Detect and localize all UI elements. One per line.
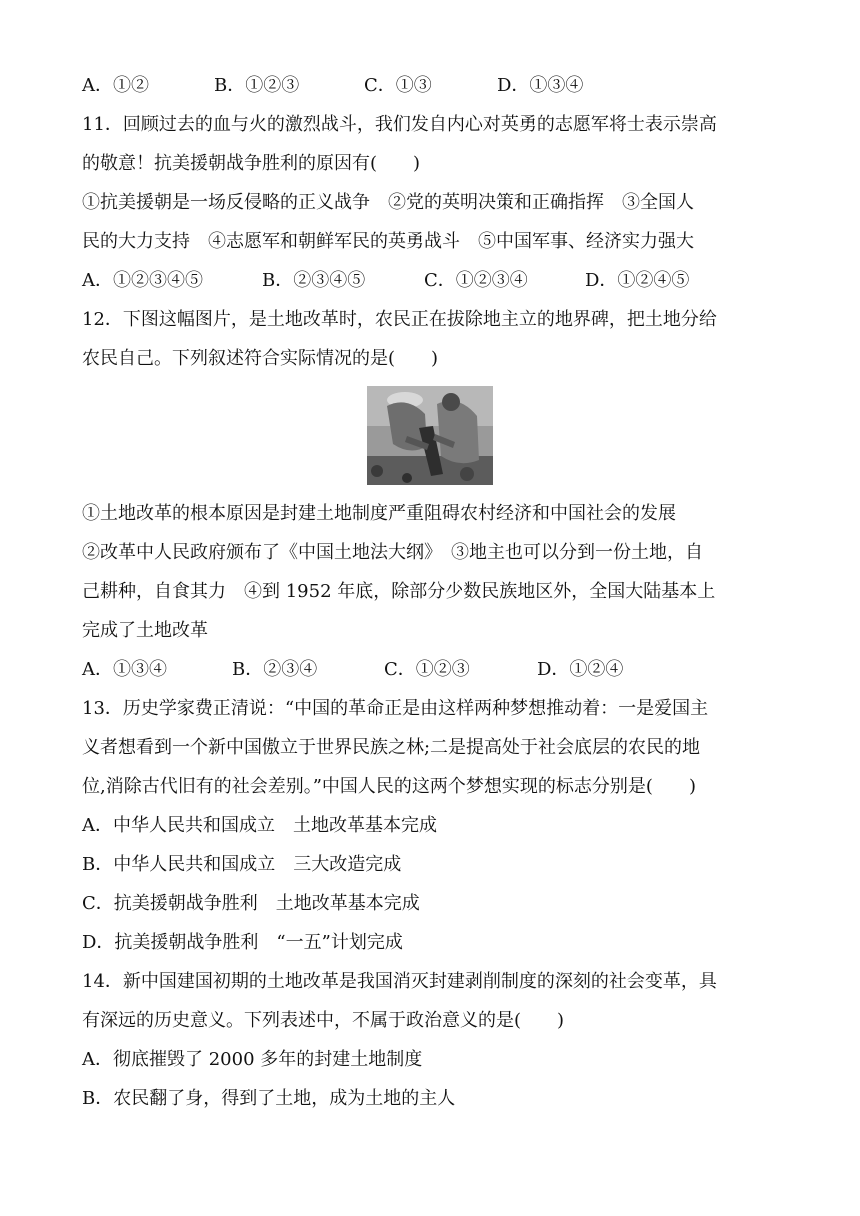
q11-option-b: B．②③④⑤ xyxy=(262,270,366,291)
q10-option-c: C．①③ xyxy=(364,75,432,96)
q14-stem-line2: 有深远的历史意义。下列表述中，不属于政治意义的是( ) xyxy=(82,1010,565,1031)
q11-option-a: A．①②③④⑤ xyxy=(82,270,203,291)
q13-option-a: A．中华人民共和国成立 土地改革基本完成 xyxy=(82,815,437,836)
land-reform-photo xyxy=(367,386,493,485)
q12-stem-line2: 农民自己。下列叙述符合实际情况的是( ) xyxy=(82,348,439,369)
q12-statements-line1: ①土地改革的根本原因是封建土地制度严重阻碍农村经济和中国社会的发展 xyxy=(82,503,676,524)
land-reform-photo-illustration xyxy=(367,386,493,485)
q13-stem-line1: 13．历史学家费正清说：“中国的革命正是由这样两种梦想推动着：一是爱国主 xyxy=(82,698,709,719)
q13-stem-line3: 位,消除古代旧有的社会差别。”中国人民的这两个梦想实现的标志分别是( ) xyxy=(82,776,696,797)
q13-stem-line2: 义者想看到一个新中国傲立于世界民族之林;二是提高处于社会底层的农民的地 xyxy=(82,737,701,758)
q14-option-b: B．农民翻了身，得到了土地，成为土地的主人 xyxy=(82,1088,456,1109)
q11-option-d: D．①②④⑤ xyxy=(585,270,690,291)
q10-option-a: A．①② xyxy=(82,75,149,96)
q13-option-b: B．中华人民共和国成立 三大改造完成 xyxy=(82,854,402,875)
q10-option-b: B．①②③ xyxy=(214,75,300,96)
q12-option-b: B．②③④ xyxy=(232,659,318,680)
q12-stem-line1: 12．下图这幅图片，是土地改革时，农民正在拔除地主立的地界碑，把土地分给 xyxy=(82,309,717,330)
q11-option-c: C．①②③④ xyxy=(424,270,528,291)
q11-statements-line2: 民的大力支持 ④志愿军和朝鲜军民的英勇战斗 ⑤中国军事、经济实力强大 xyxy=(82,231,694,252)
q11-stem-line2: 的敬意！抗美援朝战争胜利的原因有( ) xyxy=(82,153,421,174)
q12-statements-line4: 完成了土地改革 xyxy=(82,620,208,641)
q12-option-a: A．①③④ xyxy=(82,659,167,680)
q13-option-d: D．抗美援朝战争胜利 “一五”计划完成 xyxy=(82,932,403,953)
q11-statements-line1: ①抗美援朝是一场反侵略的正义战争 ②党的英明决策和正确指挥 ③全国人 xyxy=(82,192,694,213)
q12-statements-line2: ②改革中人民政府颁布了《中国土地法大纲》 ③地主也可以分到一份土地，自 xyxy=(82,542,703,563)
q12-option-c: C．①②③ xyxy=(384,659,470,680)
q12-statements-line3: 己耕种，自食其力 ④到 1952 年底，除部分少数民族地区外，全国大陆基本上 xyxy=(82,581,716,602)
q11-stem-line1: 11．回顾过去的血与火的激烈战斗，我们发自内心对英勇的志愿军将士表示崇高 xyxy=(82,114,717,135)
q10-option-d: D．①③④ xyxy=(497,75,584,96)
q12-option-d: D．①②④ xyxy=(537,659,624,680)
q14-stem-line1: 14．新中国建国初期的土地改革是我国消灭封建剥削制度的深刻的社会变革，具 xyxy=(82,971,717,992)
q14-option-a: A．彻底摧毁了 2000 多年的封建土地制度 xyxy=(82,1049,423,1070)
q13-option-c: C．抗美援朝战争胜利 土地改革基本完成 xyxy=(82,893,420,914)
